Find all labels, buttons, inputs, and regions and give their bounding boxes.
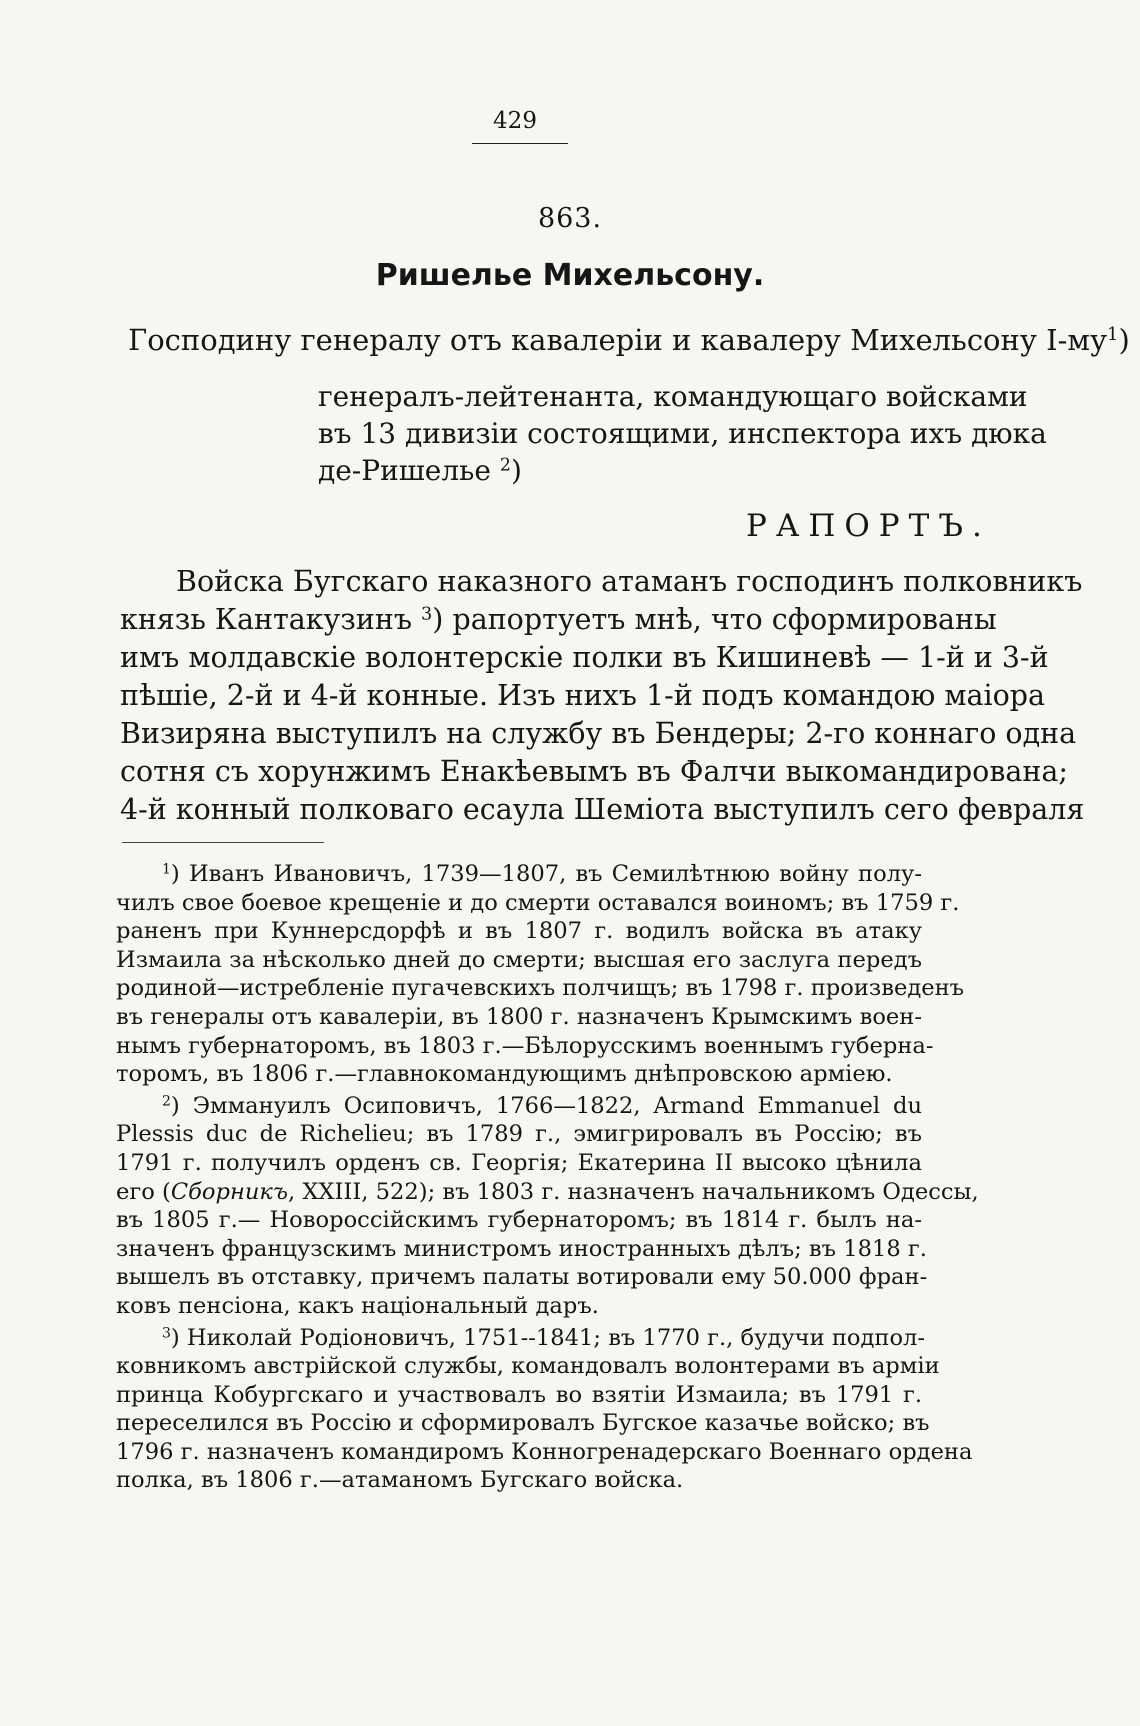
sender-line-2: въ 13 дивизіи состоящими, инспектора ихъ дюка [318, 417, 1047, 450]
address-line: Господину генералу отъ кавалеріи и кавалеру Михельсону $I-му^1$) [128, 323, 1130, 357]
page-number: 429 [493, 108, 537, 134]
footnote-1-line: торомъ, въ 1806 г.—главнокомандующимъ днѣпровскою арміею. [116, 1061, 893, 1088]
footnote-3-line: полка, въ 1806 г.—атаманомъ Бугскаго войска. [116, 1467, 684, 1494]
document-title: Ришелье Михельсону. [375, 258, 765, 293]
footnote-mark-2: 2 [162, 1093, 171, 1110]
footnote-mark-1: 1 [162, 861, 171, 878]
footnote-2-line: Plessis duc de Richelieu; въ 1789 г., эмигрировалъ въ Россію; въ [116, 1121, 922, 1148]
footnote-ref-1: 1 [1107, 324, 1119, 346]
footnote-2-line: $^2$) Эммануилъ Осиповичъ, 1766—1822, Armand Emmanuel du [162, 1092, 923, 1119]
body-line: 4-й конный полковаго есаула Шеміота выступилъ сего февраля [120, 793, 1085, 826]
footnote-1-line: Измаила за нѣсколько дней до смерти; высшая его заслуга передъ [116, 946, 922, 973]
footnote-text: , XXIII, 522); въ 1803 г. назначенъ начальникомъ Одессы, [287, 1178, 979, 1205]
body-line: сотня съ хорунжимъ Енакѣевымъ въ Фалчи выкомандирована; [120, 755, 1068, 788]
footnote-2-line: 1791 г. получилъ орденъ св. Георгія; Екатерина II высоко цѣнила [116, 1149, 922, 1176]
body-line: князь Кантакузинъ $^3$) рапортуетъ мнѣ, что сформированы [120, 603, 997, 636]
body-line: имъ молдавскіе волонтерскіе полки въ Кишиневѣ — 1-й и 3-й [120, 641, 1049, 674]
footnote-text: Эммануилъ Осиповичъ, 1766—1822, Armand Emmanuel du [192, 1092, 923, 1119]
footnote-2-line: ковъ пенсіона, какъ національный даръ. [116, 1292, 599, 1319]
footnote-1-line: раненъ при Куннерсдорфѣ и въ 1807 г. водилъ войска въ атаку [116, 918, 922, 945]
footnote-text: Николай Родіоновичъ, 1751--1841; въ 1770 г., будучи подпол- [186, 1324, 926, 1351]
source-title: Сборникъ [170, 1178, 288, 1205]
footnote-mark-3: 3 [162, 1324, 171, 1341]
footnote-1-line: чилъ свое боевое крещеніе и до смерти оставался воиномъ; въ 1759 г. [116, 889, 960, 916]
sender-name: де-Ришелье [318, 454, 491, 487]
footnote-2-line: въ 1805 г.— Новороссійскимъ губернаторомъ; въ 1814 г. былъ на- [116, 1207, 922, 1234]
footnote-text: Иванъ Ивановичъ, 1739—1807, въ Семилѣтнюю войну полу- [188, 861, 922, 887]
footnote-1-line: въ генералы отъ кавалеріи, въ 1800 г. назначенъ Крымскимъ воен- [116, 1003, 922, 1030]
document-number: 863. [537, 203, 603, 234]
footnote-2-line [116, 1178, 979, 1207]
footnote-1-line: родиной—истребленіе пугачевскихъ полчищъ; въ 1798 г. произведенъ [116, 975, 965, 1002]
footnote-3-line: ковникомъ австрійской службы, командовалъ волонтерами въ арміи [116, 1353, 940, 1380]
footnote-text: его ( [116, 1178, 171, 1205]
footnote-3-line: 1796 г. назначенъ командиромъ Конногренадерскаго Военнаго ордена [116, 1438, 973, 1465]
page-number-rule [472, 143, 568, 144]
footnote-3-line: принца Кобургскаго и участвовалъ во взятіи Измаила; въ 1791 г. [116, 1381, 922, 1408]
body-line-fragment: князь Кантакузинъ [120, 603, 412, 636]
footnote-ref-3: 3 [421, 604, 433, 625]
footnote-1-line: нымъ губернаторомъ, въ 1803 г.—Бѣлорусскимъ военнымъ губерна- [116, 1032, 934, 1059]
footnote-3-line: переселился въ Россію и сформировалъ Бугское казачье войско; въ [116, 1410, 930, 1437]
body-line: Визиряна выступилъ на службу въ Бендеры; 2-го коннаго одна [120, 717, 1077, 750]
sender-line-1: генералъ-лейтенанта, командующаго войсками [318, 380, 1028, 413]
body-line: пѣшіе, 2-й и 4-й конные. Изъ нихъ 1-й подъ командою маіора [120, 679, 1046, 712]
footnote-1-line: $^1$) Иванъ Ивановичъ, 1739—1807, въ Семилѣтнюю войну полу- [162, 861, 922, 887]
footnote-3-line: $^3$) Николай Родіоновичъ, 1751--1841; въ 1770 г., будучи подпол- [162, 1324, 926, 1351]
footnote-ref-2: 2 [499, 455, 511, 476]
footnotes [116, 860, 979, 1495]
body-line: Войска Бугскаго наказного атаманъ господинъ полковникъ [176, 565, 1083, 598]
footnote-2-line: вышелъ въ отставку, причемъ палаты вотировали ему 50.000 фран- [116, 1264, 928, 1291]
footnote-separator [122, 842, 324, 843]
address-text: Господину генералу отъ кавалеріи и кавалеру Михельсону I-му [128, 323, 1108, 357]
document-type-heading: РАПОРТЪ. [746, 508, 991, 544]
body-line-fragment: рапортуетъ мнѣ, что сформированы [452, 603, 997, 636]
footnote-2-line: значенъ французскимъ министромъ иностранныхъ дѣлъ; въ 1818 г. [116, 1235, 927, 1262]
report-body [120, 563, 1085, 829]
sender-line-3: де-Ришелье $^2$) [318, 454, 522, 487]
sender-block [318, 378, 1047, 489]
